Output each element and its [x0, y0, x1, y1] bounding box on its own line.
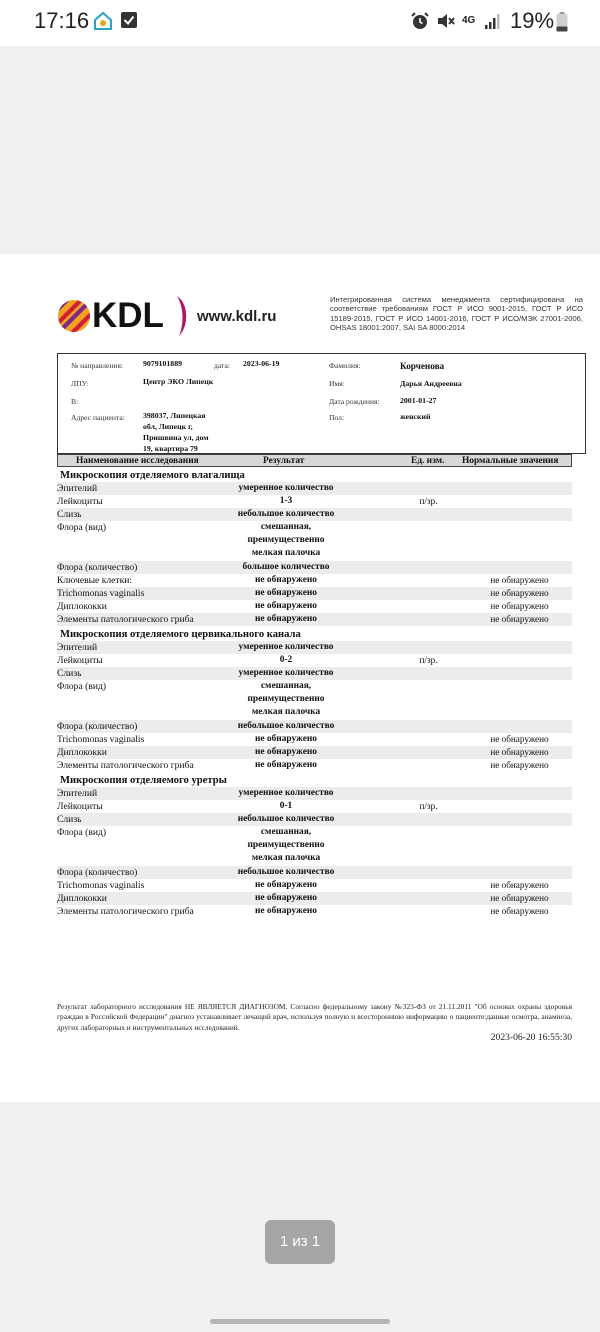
- test-norm: не обнаружено: [490, 734, 549, 744]
- table-row: [57, 654, 572, 667]
- test-name: Флора (вид): [57, 522, 107, 533]
- test-name: Trichomonas vaginalis: [57, 588, 145, 599]
- test-result: 1-3: [279, 496, 293, 506]
- surname-label: Фамилия:: [329, 361, 361, 370]
- section-title-vaginal: Микроскопия отделяемого влагалища: [60, 470, 245, 481]
- name-value: Дарья Андреевна: [400, 379, 462, 388]
- test-unit: п/зр.: [419, 655, 438, 665]
- network-type: 4G: [462, 15, 476, 26]
- test-name: Лейкоциты: [57, 801, 103, 812]
- header-norm: Нормальные значения: [462, 456, 559, 466]
- address-line-1: 398037, Липецкая: [143, 411, 206, 420]
- table-row: [57, 561, 572, 574]
- test-result-line-2: преимущественно: [247, 535, 325, 545]
- test-result: не обнаружено: [255, 614, 317, 624]
- test-result-line-2: преимущественно: [247, 840, 325, 850]
- test-result: небольшое количество: [237, 721, 335, 731]
- address-line-2: обл, Липецк г,: [143, 422, 193, 431]
- sex-label: Пол:: [329, 413, 345, 422]
- test-norm: не обнаружено: [490, 575, 549, 585]
- alarm-icon: [410, 11, 430, 31]
- test-norm: не обнаружено: [490, 588, 549, 598]
- test-unit: п/зр.: [419, 801, 438, 811]
- test-name: Элементы патологического гриба: [57, 614, 194, 625]
- test-name: Trichomonas vaginalis: [57, 880, 145, 891]
- dob-value: 2001-01-27: [400, 396, 437, 405]
- address-line-4: 19, квартира 79: [143, 444, 198, 453]
- section-title-urethra: Микроскопия отделяемого уретры: [60, 775, 227, 786]
- name-label: Имя:: [329, 379, 345, 388]
- test-name: Лейкоциты: [57, 496, 103, 507]
- table-row: [57, 733, 572, 746]
- test-result-line-2: преимущественно: [247, 694, 325, 704]
- test-result: не обнаружено: [255, 588, 317, 598]
- table-row: [57, 641, 572, 654]
- test-result: умеренное количество: [238, 668, 334, 678]
- table-row: [57, 759, 572, 772]
- test-result: умеренное количество: [238, 788, 334, 798]
- test-name: Диплококки: [57, 601, 107, 612]
- test-result-line-3: мелкая палочка: [251, 548, 321, 558]
- test-name: Элементы патологического гриба: [57, 906, 194, 917]
- test-name: Флора (количество): [57, 562, 138, 573]
- page-indicator[interactable]: 1 из 1: [265, 1220, 335, 1264]
- test-name: Лейкоциты: [57, 655, 103, 666]
- test-result: 0-1: [279, 801, 293, 811]
- test-result: 0-2: [279, 655, 293, 665]
- table-row: [57, 680, 572, 719]
- certification-text: Интегрированная система менеджмента сертифицирована на соответствие требованиям ГОСТ Р ИСО 9001-2015, ГОСТ Р ИСО 15189-2015, ГОСТ Р ИСО 14001-2016, ГОСТ Р ИСО/МЭК 27001-2006, OHSAS 18001:2007, SAI SA 8000:2014: [330, 295, 583, 332]
- referral-value: 9079101889: [143, 359, 182, 368]
- test-norm: не обнаружено: [490, 893, 549, 903]
- test-norm: не обнаружено: [490, 880, 549, 890]
- test-name: Слизь: [57, 509, 82, 520]
- table-row: [57, 495, 572, 508]
- patient-info-box: [57, 353, 586, 454]
- table-header: [57, 454, 572, 467]
- test-result-line-3: мелкая палочка: [251, 853, 321, 863]
- battery-percent: 19%: [510, 8, 555, 33]
- table-row: [57, 508, 572, 521]
- test-result: не обнаружено: [255, 880, 317, 890]
- section-title-cervical: Микроскопия отделяемого цервикального канала: [60, 629, 301, 640]
- test-name: Диплококки: [57, 747, 107, 758]
- table-row: [57, 879, 572, 892]
- logo-swoosh: [175, 296, 191, 336]
- table-row: [57, 866, 572, 879]
- test-result: не обнаружено: [255, 601, 317, 611]
- test-result: не обнаружено: [255, 893, 317, 903]
- table-row: [57, 746, 572, 759]
- lpu-label: ЛПУ:: [71, 379, 89, 388]
- test-result: смешанная,: [260, 827, 312, 837]
- test-name: Флора (количество): [57, 721, 138, 732]
- test-result: не обнаружено: [255, 760, 317, 770]
- test-norm: не обнаружено: [490, 906, 549, 916]
- table-row: [57, 787, 572, 800]
- referral-label: № направления:: [71, 361, 124, 370]
- table-row: [57, 613, 572, 626]
- address-label: Адрес пациента:: [71, 413, 125, 422]
- surname-value: Корченова: [400, 361, 445, 371]
- dob-label: Дата рождения:: [329, 397, 380, 406]
- test-name: Флора (вид): [57, 681, 107, 692]
- test-result-line-3: мелкая палочка: [251, 707, 321, 717]
- table-row: [57, 482, 572, 495]
- test-result: смешанная,: [260, 681, 312, 691]
- test-name: Ключевые клетки:: [57, 575, 133, 586]
- test-norm: не обнаружено: [490, 614, 549, 624]
- test-name: Элементы патологического гриба: [57, 760, 194, 771]
- test-result: умеренное количество: [238, 642, 334, 652]
- test-norm: не обнаружено: [490, 601, 549, 611]
- table-row: [57, 826, 572, 865]
- header-unit: Ед. изм.: [411, 456, 445, 466]
- test-result: не обнаружено: [255, 906, 317, 916]
- status-time: 17:16: [34, 8, 90, 33]
- test-result: небольшое количество: [237, 814, 335, 824]
- test-result: большое количество: [242, 562, 330, 572]
- status-bar: [0, 0, 600, 46]
- address-line-3: Пришвина ул, дом: [143, 433, 209, 442]
- signal-icon: [484, 12, 502, 30]
- test-name: Эпителий: [57, 788, 98, 799]
- lpu-value: Центр ЭКО Липецк: [143, 377, 214, 386]
- date-value: 2023-06-19: [243, 359, 280, 368]
- test-name: Эпителий: [57, 642, 98, 653]
- test-name: Trichomonas vaginalis: [57, 734, 145, 745]
- logo-text: KDL: [92, 296, 164, 335]
- test-name: Слизь: [57, 814, 82, 825]
- test-name: Флора (количество): [57, 867, 138, 878]
- disclaimer-text: Результат лабораторного исследования НЕ ЯВЛЯЕТСЯ ДИАГНОЗОМ. Согласно федеральному закону №323-ФЗ от 21.11.2011 "Об основах охраны здоровья граждан в Российской Федерации" диагноз устанавливает лечащий врач, используя полную и всестороннюю информацию о пациенте:данные осмотра, анамнеза, других лабораторных и инструментальных исследований.: [57, 1002, 572, 1032]
- kdl-logo: [58, 296, 288, 336]
- report-timestamp: 2023-06-20 16:55:30: [490, 1032, 572, 1043]
- test-result: умеренное количество: [238, 483, 334, 493]
- table-row: [57, 667, 572, 680]
- table-row: [57, 600, 572, 613]
- test-name: Диплококки: [57, 893, 107, 904]
- test-name: Флора (вид): [57, 827, 107, 838]
- table-row: [57, 905, 572, 918]
- test-result: небольшое количество: [237, 509, 335, 519]
- test-result: не обнаружено: [255, 575, 317, 585]
- gesture-home-bar[interactable]: [210, 1319, 390, 1324]
- header-name: Наименование исследования: [76, 456, 199, 466]
- checkbox-notification-icon: [121, 12, 137, 28]
- table-row: [57, 813, 572, 826]
- test-name: Слизь: [57, 668, 82, 679]
- app-notification-icon: [93, 11, 113, 31]
- test-result: не обнаружено: [255, 734, 317, 744]
- header-result: Результат: [263, 456, 305, 466]
- test-norm: не обнаружено: [490, 760, 549, 770]
- table-row: [57, 587, 572, 600]
- sex-value: женский: [400, 412, 431, 421]
- table-row: [57, 574, 572, 587]
- table-row: [57, 892, 572, 905]
- test-result: не обнаружено: [255, 747, 317, 757]
- mute-icon: [436, 11, 456, 31]
- table-row: [57, 521, 572, 560]
- site-url: www.kdl.ru: [197, 308, 277, 325]
- test-unit: п/зр.: [419, 496, 438, 506]
- test-result: небольшое количество: [237, 867, 335, 877]
- test-result: смешанная,: [260, 522, 312, 532]
- date-label: дата:: [214, 361, 230, 370]
- v-label: В:: [71, 397, 79, 406]
- test-norm: не обнаружено: [490, 747, 549, 757]
- table-row: [57, 800, 572, 813]
- table-row: [57, 720, 572, 733]
- battery-icon: [556, 12, 568, 32]
- test-name: Эпителий: [57, 483, 98, 494]
